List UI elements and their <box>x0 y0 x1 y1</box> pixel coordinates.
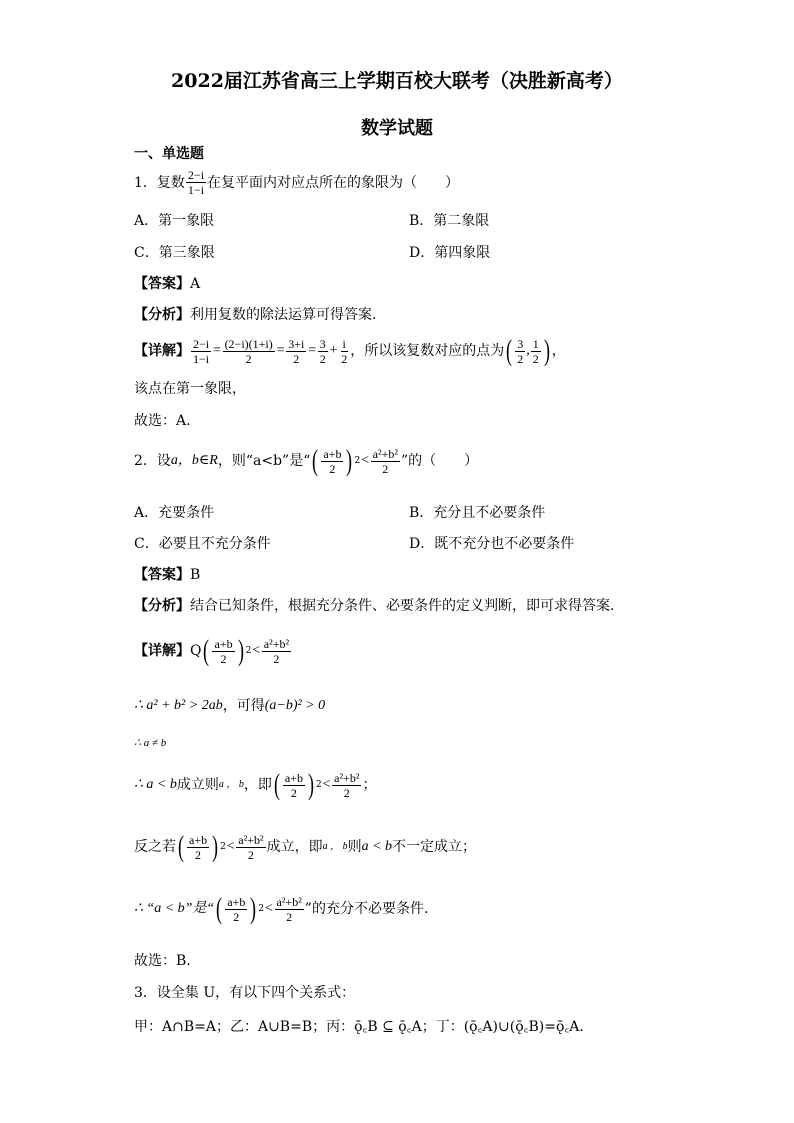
document-title: 2022届江苏省高三上学期百校大联考（决胜新高考） <box>171 70 623 92</box>
q1-option-b: B．第二象限 <box>409 213 490 229</box>
q1-suffix: 在复平面内对应点所在的象限为（ ） <box>207 174 460 191</box>
q1-option-a: A．第一象限 <box>134 213 215 229</box>
q1-option-c: C．第三象限 <box>134 245 215 261</box>
q2-option-a: A．充要条件 <box>134 505 215 521</box>
q3-relations: 甲：A∩B=A；乙：A∪B=B；丙：ǭ꜀B ⊆ ǭ꜀A；丁：(ǭ꜀A)∪(ǭ꜀B)=ǭ꜀A． <box>134 1019 594 1035</box>
question-3: 3．设全集 U，有以下四个关系式： <box>134 985 356 1001</box>
q1-detail-line2: 该点在第一象限， <box>134 381 246 397</box>
q1-choose: 故选：A. <box>134 413 191 429</box>
q2-step-2: ∴ a ≠ b <box>134 737 167 749</box>
q2-step-4: 反之若 ( $\frac{a+b}{2}$ ) 2 < $\frac{\text{a²+b²}}{2}$ 成立，即 a ， b 则 a < b 不一定成立； <box>134 830 477 863</box>
question-2: 2．设 a，b∈R ，则“a<b”是“ ( $\frac{a+b}{2}$ ) 2 < $\frac{\text{a²+b²}}{2}$ ”的（ ） <box>134 444 479 477</box>
q2-detail: 【详解】 Q ( $\frac{a+b}{2}$ ) 2 < $\frac{\text{a²+b²}}{2}$ <box>134 634 290 667</box>
q2-step-5: ∴ “a < b”是“ ( $\frac{a+b}{2}$ ) 2 < $\frac{\text{a²+b²}}{2}$ ”的充分不必要条件. <box>134 892 429 925</box>
q1-analysis: 【分析】利用复数的除法运算可得答案. <box>134 307 377 323</box>
document-subtitle: 数学试题 <box>361 118 433 139</box>
q1-option-d: D．第四象限 <box>409 245 491 261</box>
q1-fraction: $\frac{2-i}{1-i}$ <box>187 168 205 197</box>
q1-detail: 【详解】 $\frac{2-i}{1-i}$ = $\frac{(2-i)(1+i)}{2}$ = $\frac{3+i}{2}$ = $\frac{3}{2}$ + $\frac{i}{2}$ ，所以该复数对应的点为 ( $\frac{3}{2}$ , $\frac{1}{2}$ ) ， <box>134 334 566 367</box>
q1-prefix: 1．复数 <box>134 174 185 191</box>
q2-choose: 故选：B. <box>134 953 191 969</box>
question-1 <box>134 168 459 197</box>
q2-step-3: ∴ a < b 成立则 a ， b ，即 ( $\frac{a+b}{2}$ ) 2 < $\frac{\text{a²+b²}}{2}$ ； <box>134 768 377 801</box>
q2-answer: 【答案】B <box>134 567 201 583</box>
section-heading: 一、单选题 <box>134 146 204 162</box>
q2-option-d: D．既不充分也不必要条件 <box>409 536 575 552</box>
q2-option-c: C．必要且不充分条件 <box>134 536 271 552</box>
q1-answer: 【答案】A <box>134 276 201 292</box>
q2-option-b: B．充分且不必要条件 <box>409 505 546 521</box>
q2-analysis: 【分析】结合已知条件，根据充分条件、必要条件的定义判断，即可求得答案. <box>134 598 615 614</box>
q2-step-1: ∴ a² + b² > 2ab ，可得 (a−b)² > 0 <box>134 698 326 714</box>
